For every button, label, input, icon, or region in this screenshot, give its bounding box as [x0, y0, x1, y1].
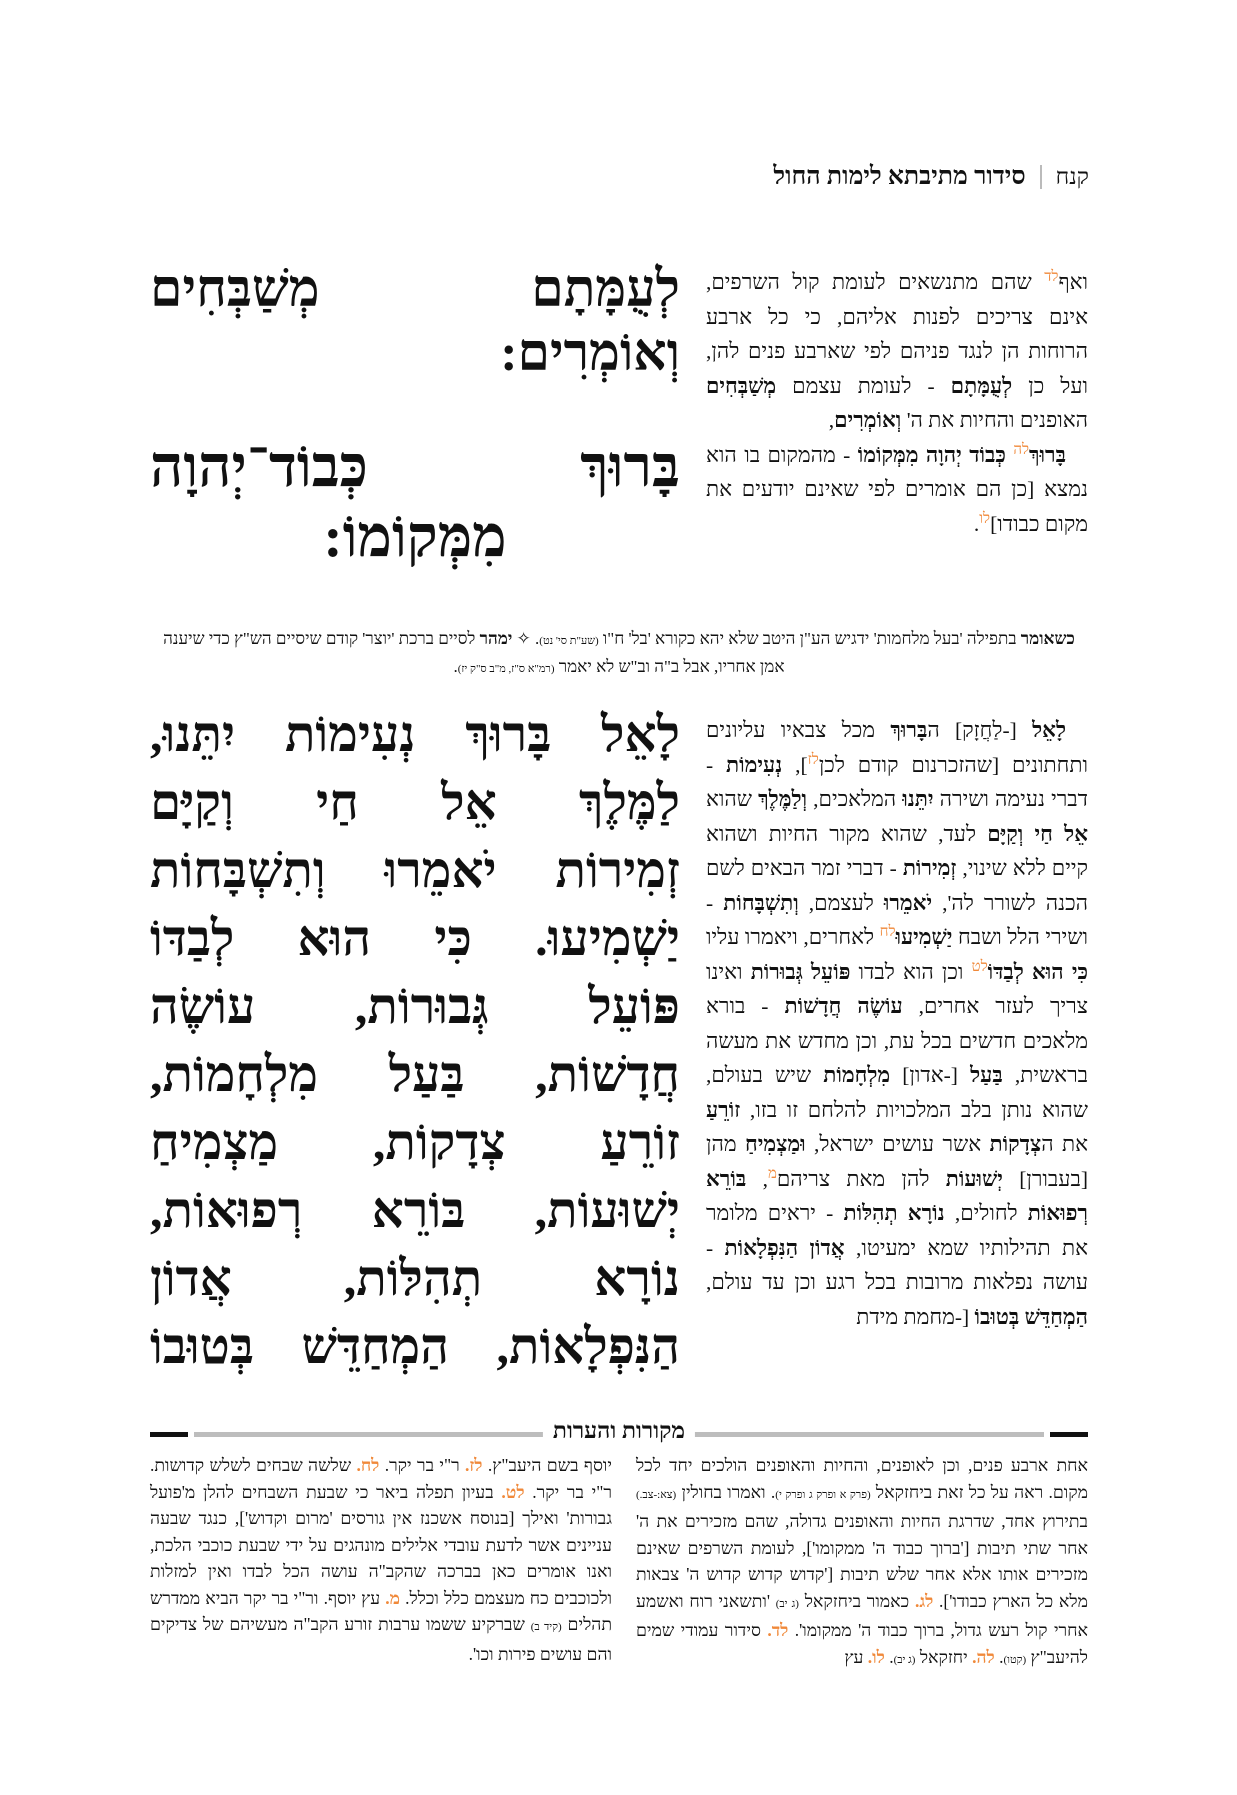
text-run: בתירוץ אחד, שדרגת החיות והאופנים גדולה, שהם מזכירים את ה' אחר שתי תיבות ['ברוך כבוד ה' ממקומו'], לעומת השרפים שאינם מזכירים אותו אלא אחר שלש תיבות ['קדוש קדוש קדוש ה' צבאות מלא כל הארץ כבודו']. — [636, 1511, 1088, 1611]
bold-lemma: כִּי הוּא לְבַדּוֹ — [987, 959, 1088, 984]
bold-lemma: הַמְחַדֵּשׁ בְּטוּבוֹ — [974, 1304, 1088, 1329]
main-commentary — [706, 713, 1088, 1334]
text-run: - ושירי הלל ושבח — [706, 890, 1088, 949]
text-run: כאמור ביחזקאל — [798, 1590, 915, 1611]
text-run: לעצמם, — [798, 890, 884, 915]
text-run: ], — [782, 752, 808, 777]
bold-lemma: יְשׁוּעוֹת — [945, 1166, 1003, 1191]
text-run: . ✧ — [512, 629, 540, 648]
page-number: קנח — [1055, 164, 1089, 190]
footnote-marker: לז — [807, 751, 819, 768]
text-run: . — [973, 511, 980, 536]
bold-lemma: אֲדוֹן הַנִּפְלָאוֹת — [724, 1235, 845, 1260]
top-commentary — [706, 265, 1088, 541]
citation: (ג יב) — [893, 1653, 916, 1666]
text-run: לסיים ברכת 'יוצר' קודם שיסיים הש"ץ כדי שיענה אמן אחריו, אבל ב"ה וב"ש לא יאמר — [163, 629, 785, 676]
footnote-marker: לט — [971, 958, 988, 975]
text-run: להן מאת צריהם — [776, 1166, 946, 1191]
prayer-line: פּוֹעֵל גְּבוּרוֹת, עוֹשֶׂה — [150, 978, 680, 1034]
text-run: האופנים והחיות את ה' — [901, 408, 1088, 432]
text-run: , — [828, 408, 835, 432]
footnotes-header — [150, 1418, 1088, 1448]
main-prayer — [150, 700, 680, 1380]
prayer-line: לַמֶּלֶךְ אֵל חַי וְקַיָּם — [150, 774, 680, 830]
text-run: - לעומת עצמם — [776, 373, 951, 398]
bold-lemma: לָאֵל — [1032, 718, 1066, 742]
prayer-line: וְאוֹמְרִים: — [500, 325, 680, 382]
bold-lemma: אֵל חַי וְקַיָּם — [987, 821, 1088, 846]
footnotes-heading: מקורות והערות — [543, 1418, 695, 1444]
bold-lemma: לְעֻמָּתָם — [950, 373, 1013, 398]
prayer-line: נוֹרָא תְהִלּוֹת, אֲדוֹן — [150, 1250, 680, 1306]
footnote-marker: לד — [1044, 268, 1059, 285]
text-run: שהוא — [706, 787, 759, 811]
prayer-line: בָּרוּךְ כְּבוֹד־יְהוָה — [150, 434, 680, 499]
footnote-number: לה. — [972, 1646, 995, 1667]
commentary-paragraph — [706, 438, 1088, 542]
footnote-number: לג. — [914, 1590, 934, 1611]
footnotes-right-column — [636, 1452, 1088, 1673]
text-run: אחת ארבע פנים, וכן לאופנים, והחיות והאופנים הולכים יחד לכל מקום. ראה על כל זאת ביחזקאל — [636, 1455, 1089, 1502]
commentary-paragraph — [706, 265, 1088, 438]
bold-lemma: זְמִירוֹת — [902, 856, 957, 880]
bold-lemma: וְתִשְׁבָּחוֹת — [723, 890, 799, 915]
text-run: סידור עמודי שמים להיעב"ץ — [636, 1620, 1088, 1667]
citation: (רמ"א ס"ז, מ"ב ס"ק יז) — [457, 663, 555, 675]
prayer-line: הַנִּפְלָאוֹת, הַמְחַדֵּשׁ בְּטוּבוֹ — [150, 1318, 680, 1374]
prayer-line: מִמְּקוֹמוֹ: — [323, 504, 507, 569]
text-run: . ואמרו בחולין — [676, 1481, 776, 1502]
bold-lemma: כְּבוֹד יְהוָה מִמְּקוֹמוֹ — [857, 442, 1006, 467]
text-run: לחולים, — [944, 1201, 1028, 1225]
footnote-marker: מ — [767, 1165, 777, 1182]
prayer-line: יַשְׁמִיעוּ. כִּי הוּא לְבַדּוֹ — [150, 910, 680, 966]
text-run: עץ יוסף. ור"י בר יקר הביא ממדרש תהלים — [150, 1587, 612, 1634]
text-run: לאחרים, ויאמרו עליו — [706, 925, 880, 949]
prayer-line: לְעֻמָּתָם מְשַׁבְּחִים — [150, 261, 680, 318]
rule-black-left — [150, 1432, 188, 1437]
citation: (פרק א ופרק ג ופרק י) — [775, 1488, 871, 1501]
footnote-number: לד. — [767, 1620, 789, 1640]
bold-lemma: וּמַצְמִיחַ — [744, 1132, 806, 1156]
text-run: - דברי זמר הבאים לשם הכנה לשורר לה', — [706, 856, 1088, 915]
header-divider — [1040, 165, 1042, 189]
text-run: 'ותשאני רוח ואשמע אחרי קול רעש גדול, ברוך כבוד ה' ממקומו'. — [636, 1590, 1088, 1640]
bold-lemma: נְעִימוֹת — [726, 752, 783, 777]
footnote-marker: לו — [979, 510, 991, 527]
text-run: המלאכים, — [807, 787, 903, 811]
bold-lemma: וְאוֹמְרִים — [834, 408, 902, 432]
prayer-line: זוֹרֵעַ צְדָקוֹת, מַצְמִיחַ — [150, 1114, 680, 1170]
text-run: שיש בעולם, שהוא נותן בלב המלכויות להלחם זו בזו, — [706, 1063, 1088, 1122]
book-title: סידור מתיבתא לימות החול — [773, 163, 1026, 190]
bold-lemma: יִתֵּנוּ — [902, 787, 934, 811]
text-run: עץ — [844, 1646, 868, 1667]
text-run: . — [453, 657, 458, 676]
footnote-number: לט. — [501, 1481, 525, 1502]
text-run: . — [884, 1646, 894, 1667]
text-run: בעיון תפלה ביאר כי שבעת השבחים להלן מ'פועל גבורות' ואילך [בנוסח אשכנז אין גורסים 'מרום וקדוש'], כנגד שבעה עניינים אשר לדעת עובדי אלילים מונהגים על ידי שבעת כוכבי הלכת, ואנו אומרים כאן בברכה שהקב"ה עושה הכל לבדו ואין למזלות ולכוכבים כח מעצמם כלל וכלל. — [150, 1481, 612, 1608]
bold-lemma: זוֹרֵעַ — [706, 1097, 741, 1122]
footnote-marker: לח — [879, 923, 896, 940]
footnote-number: מ. — [385, 1587, 400, 1608]
text-run: יוסף בשם היעב"ץ. — [482, 1455, 612, 1475]
bold-lemma: צְדָקוֹת — [989, 1132, 1042, 1156]
prayer-line: לָאֵל בָּרוּךְ נְעִימוֹת יִתֵּנוּ, — [150, 706, 680, 762]
prayer-line: חֲדָשׁוֹת, בַּעַל מִלְחָמוֹת, — [150, 1046, 680, 1102]
bold-lemma: עוֹשֶׂה חֲדָשׁוֹת — [784, 994, 903, 1018]
text-run: ר"י בר יקר. — [379, 1455, 466, 1475]
citation: (קיד ב) — [530, 1621, 562, 1633]
text-run: לעד, שהוא מקור החיות ושהוא קיים ללא שינוי, — [706, 821, 1088, 880]
bold-lemma: יַשְׁמִיעוּ — [895, 925, 953, 949]
bold-lemma: בָּרוּךְ — [890, 718, 928, 742]
bold-lemma: יֹאמֵרוּ — [883, 890, 933, 915]
citation: (ג יב) — [775, 1597, 799, 1610]
footnote-number: לו. — [867, 1646, 885, 1667]
citation: (שע"ת סי' נט) — [539, 635, 599, 647]
text-run: [-מחמת מידת — [856, 1304, 975, 1329]
bold-lemma: ימהר — [479, 629, 513, 648]
prayer-line: יְשׁוּעוֹת, בּוֹרֵא רְפוּאוֹת, — [150, 1182, 680, 1238]
text-run: בתפילה 'בעל מלחמות' ידגיש הע"ן היטב שלא יהא כקורא 'בל' ח"ו — [598, 629, 1021, 648]
text-run: - דברי נעימה ושירה — [706, 752, 1088, 811]
halachic-instruction — [150, 626, 1088, 682]
text-run: שלשה שבחים לשלש קדושות. ר"י בר יקר. — [150, 1455, 612, 1502]
bold-lemma: בָּרוּךְ — [1029, 442, 1066, 467]
text-run: ואינו צריך לעזר אחרים, — [706, 959, 1088, 1018]
text-run: את ה — [1041, 1132, 1089, 1156]
citation: (צא:-צב.) — [636, 1488, 677, 1501]
bold-lemma: נוֹרָא תְהִלּוֹת — [843, 1201, 945, 1225]
text-run: - בורא מלאכים חדשים בכל עת, וכן מחדש את מעשה בראשית, — [706, 994, 1089, 1087]
text-run: - עושה נפלאות מרובות בכל רגע וכן עד עולם, — [706, 1235, 1088, 1294]
bold-lemma: בַּעַל — [970, 1063, 1003, 1087]
text-run: ואף — [1058, 270, 1088, 294]
citation: (קטו) — [1003, 1653, 1027, 1666]
text-run: [-אדון] — [890, 1063, 971, 1087]
text-run: שהם מתנשאים לעומת קול השרפים, אינם צריכים לפנות אליהם, כי כל ארבע הרוחות הן לנגד פניהם לפי שארבע פנים להן, ועל כן — [706, 270, 1088, 398]
text-run: - יראים מלומר את תהילותיו שמא ימעיטו, — [706, 1201, 1088, 1260]
footnote-marker: לה — [1013, 441, 1029, 458]
footnote-number: לח. — [356, 1455, 380, 1475]
rule-gray-left — [194, 1432, 574, 1437]
text-run: . — [994, 1646, 1004, 1667]
text-run: , — [746, 1166, 768, 1191]
text-run: אשר עושים ישראל, — [805, 1132, 990, 1156]
top-prayer — [150, 258, 680, 386]
commentary-paragraph — [706, 713, 1088, 1334]
top-prayer-baruch — [150, 432, 680, 572]
bold-lemma: מִלְחָמוֹת — [823, 1063, 891, 1087]
text-run: יחזקאל — [915, 1646, 973, 1667]
text-run: מכל צבאיו עליונים ותחתונים [שהזכרנום קודם לכן — [706, 718, 1088, 777]
bold-lemma: בּוֹרֵא רְפוּאוֹת — [706, 1166, 1088, 1225]
bold-lemma: וְלַמֶּלֶךְ — [758, 787, 808, 811]
bold-lemma: מְשַׁבְּחִים — [706, 373, 777, 398]
bold-lemma: כשאומר — [1020, 629, 1075, 648]
text-run: שברקיע ששמו ערבות זורע הקב"ה מעשיהם של צדיקים והם עושים פירות וכו'. — [150, 1614, 612, 1664]
rule-gray-right — [664, 1432, 1044, 1437]
text-run: וכן הוא לבדו — [850, 959, 972, 984]
footnote-number: לז. — [465, 1455, 483, 1475]
prayer-line: זְמִירוֹת יֹאמֵרוּ וְתִשְׁבָּחוֹת — [150, 842, 680, 898]
rule-black-right — [1050, 1432, 1088, 1437]
text-run: - מהמקום בו הוא נמצא [כן הם אומרים לפי שאינם יודעים את מקום כבודו] — [706, 442, 1088, 536]
running-header — [773, 163, 1089, 191]
bold-lemma: פּוֹעֵל גְּבוּרוֹת — [750, 959, 851, 984]
text-run: מהן [בעבורן] — [706, 1132, 1088, 1191]
footnotes-left-column — [150, 1452, 612, 1667]
text-run: [-לַחֲזָק] ה — [927, 718, 1033, 742]
